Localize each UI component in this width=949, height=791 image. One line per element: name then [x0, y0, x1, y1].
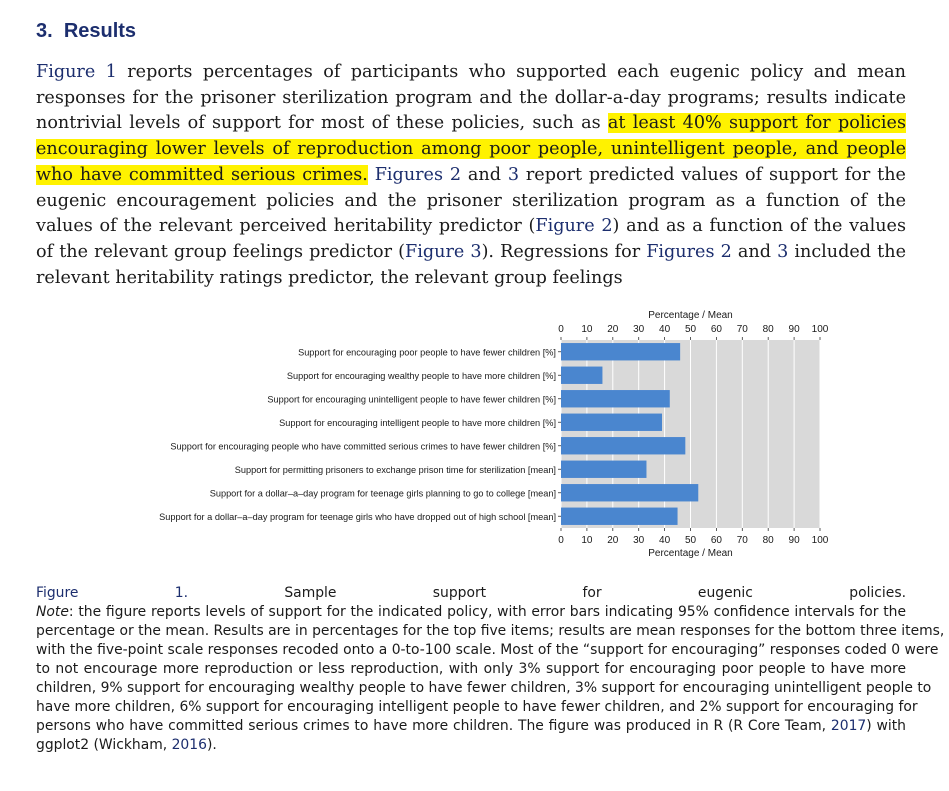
x-tick-label-top: 10 — [581, 324, 593, 335]
figure-link[interactable]: 3 — [507, 164, 520, 185]
bar — [561, 414, 662, 431]
caption-note-label: Note — [36, 604, 69, 620]
x-tick-label-bottom: 60 — [710, 535, 722, 546]
section-heading — [36, 20, 136, 43]
bar — [561, 461, 646, 478]
x-tick-label-top: 40 — [659, 324, 671, 335]
x-tick-label-bottom: 70 — [736, 535, 748, 546]
results-paragraph — [36, 60, 906, 291]
caption-text: persons who have committed serious crimes to have more children. The figure was produced in R (R Core Team, — [36, 718, 831, 734]
x-tick-label-bottom: 0 — [558, 535, 564, 546]
highlighted-text: at least 40% support for policies encouraging lower levels of reproduction among poor people, unintelligent people, and people who have committed serious crimes. — [36, 113, 906, 185]
x-tick-label-top: 30 — [633, 324, 645, 335]
paragraph-text: and — [731, 241, 778, 262]
x-axis-title-top: Percentage / Mean — [648, 310, 733, 321]
category-label: Support for permitting prisoners to exchange prison time for sterilization [mean] — [234, 464, 556, 475]
bar — [561, 484, 698, 501]
figure-caption — [36, 584, 945, 755]
caption-line — [36, 717, 906, 736]
category-label: Support for a dollar–a–day program for teenage girls planning to go to college [mean] — [209, 488, 556, 499]
caption-line: have more children, 6% support for encouraging intelligent people to have fewer children, and 2% support for encouraging for — [36, 699, 918, 715]
caption-line: to not encourage more reproduction or less reproduction, with only 3% support for encouraging poor people to have more — [36, 661, 906, 677]
caption-line — [36, 736, 906, 755]
paragraph-text: included the relevant heritability ratings predictor, the relevant group feelings — [36, 241, 906, 288]
figure-link[interactable]: 3 — [777, 241, 789, 262]
x-tick-label-bottom: 10 — [581, 535, 593, 546]
x-tick-label-top: 0 — [558, 324, 564, 335]
category-label: Support for encouraging people who have committed serious crimes to have fewer children [%] — [170, 441, 556, 452]
paragraph-text: and — [461, 164, 508, 185]
category-label: Support for encouraging unintelligent people to have fewer children [%] — [267, 394, 556, 405]
paragraph-text: ). Regressions for — [481, 241, 647, 262]
paragraph-text: report predicted values of support for the eugenic encouragement policies and the prisoner sterilization program as a function of the values of the relevant perceived heritability predictor ( — [36, 164, 906, 237]
x-tick-label-bottom: 100 — [811, 535, 829, 546]
caption-line: percentage or the mean. Results are in percentages for the top five items; results are mean responses for the bottom three items, — [36, 623, 945, 639]
x-tick-label-top: 20 — [607, 324, 619, 335]
paragraph-text: reports percentages of participants who supported each eugenic policy and mean responses for the prisoner sterilization program and the dollar-a-day programs; results indicate nontrivial levels of support for most of these policies, such as — [36, 62, 906, 134]
bar — [561, 343, 680, 360]
caption-title: Sample support for eugenic policies. — [188, 585, 906, 601]
x-tick-label-bottom: 40 — [659, 535, 671, 546]
x-tick-label-bottom: 90 — [788, 535, 800, 546]
x-tick-label-top: 70 — [736, 324, 748, 335]
caption-line: with the five-point scale responses recoded onto a 0-to-100 scale. Most of the “support for encouraging” responses coded 0 were — [36, 642, 939, 658]
category-label: Support for encouraging intelligent people to have more children [%] — [279, 417, 556, 428]
caption-text: ). — [206, 737, 217, 753]
x-tick-label-top: 80 — [762, 324, 774, 335]
x-tick-label-top: 90 — [788, 324, 800, 335]
category-label: Support for encouraging wealthy people to have more children [%] — [286, 370, 556, 381]
x-tick-label-bottom: 50 — [684, 535, 697, 546]
section-number: 3. — [36, 20, 53, 42]
figure-link[interactable]: Figures 2 — [374, 164, 462, 185]
caption-text: ) with — [866, 718, 906, 734]
citation-link[interactable]: 2016 — [171, 737, 207, 753]
caption-text: ggplot2 (Wickham, — [36, 737, 172, 753]
caption-line — [36, 603, 906, 622]
bar — [561, 437, 685, 454]
figure-link[interactable]: Figure 1 — [36, 62, 117, 82]
caption-text: : the figure reports levels of support for the indicated policy, with error bars indicating 95% confidence intervals for the — [68, 604, 906, 620]
x-tick-label-bottom: 20 — [607, 535, 619, 546]
x-tick-label-bottom: 30 — [633, 535, 645, 546]
bar — [561, 367, 602, 384]
figure-link[interactable]: Figure 2 — [535, 216, 613, 237]
paragraph-text: ) and as a function of the values of the relevant group feelings predictor ( — [36, 216, 906, 262]
section-title: Results — [63, 20, 137, 42]
category-label: Support for encouraging poor people to have fewer children [%] — [298, 347, 556, 358]
support-bar-chart — [0, 300, 949, 570]
paragraph-text — [368, 165, 375, 185]
x-tick-label-top: 100 — [811, 324, 829, 335]
caption-figure-label: Figure 1. — [36, 585, 189, 601]
x-axis-title-bottom: Percentage / Mean — [648, 548, 733, 559]
x-tick-label-top: 60 — [710, 324, 722, 335]
caption-line — [36, 584, 906, 603]
x-tick-label-top: 50 — [684, 324, 697, 335]
bar — [561, 508, 678, 525]
category-label: Support for a dollar–a–day program for teenage girls who have dropped out of high school [mean] — [159, 511, 556, 522]
citation-link[interactable]: 2017 — [830, 718, 867, 734]
caption-line: children, 9% support for encouraging wealthy people to have fewer children, 3% support for encouraging unintelligent people to — [36, 680, 932, 696]
figure-link[interactable]: Figures 2 — [646, 241, 732, 262]
x-tick-label-bottom: 80 — [762, 535, 774, 546]
bar — [561, 390, 670, 407]
figure-link[interactable]: Figure 3 — [405, 241, 482, 262]
